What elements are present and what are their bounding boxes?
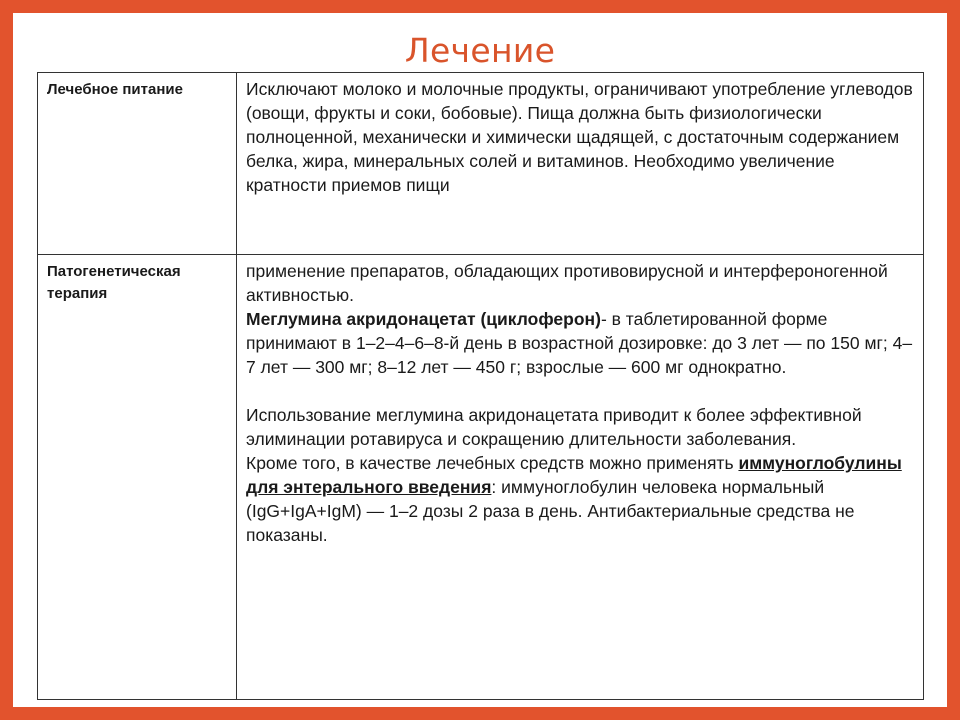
- rotavirus-elimination-text: Использование меглумина акридонацетата приводит к более эффективной элиминации ротавируса и сокращению длительности заболевания.: [246, 405, 862, 449]
- nutrition-description: [237, 73, 924, 255]
- cycloferon-dosage-text: - в таблетированной форме принимают в 1–2–4–6–8-й день в возрастной дозировке: до 3 лет — по 150 мг; 4–7 лет — 300 мг; 8–12 лет — 450 г; взрослые — 600 мг однократно.: [246, 309, 913, 377]
- therapy-description: [237, 255, 924, 700]
- cycloferon-paragraph: [246, 307, 913, 379]
- cycloferon-drug-name: Меглумина акридонацетат (циклоферон): [246, 309, 601, 329]
- immunoglobulin-heading: иммуноглобулины для энтерального введения: [246, 453, 902, 497]
- immunoglobulin-dosage-text: иммуноглобулин человека нормальный (IgG+IgA+IgM) — 1–2 дозы 2 раза в день. Антибактериальные средства не показаны.: [246, 477, 855, 545]
- slide: [13, 13, 947, 707]
- immunoglobulin-lead-text: Кроме того, в качестве лечебных средств можно применять: [246, 453, 734, 473]
- treatment-table: [37, 72, 924, 700]
- slide-title: Лечение: [404, 31, 556, 70]
- nutrition-label: Лечебное питание: [38, 73, 237, 255]
- therapy-label: Патогенетическая терапия: [38, 255, 237, 700]
- paragraph-spacer: [246, 379, 913, 403]
- table-row-therapy: [38, 255, 924, 700]
- table-row-nutrition: [38, 73, 924, 255]
- nutrition-text: Исключают молоко и молочные продукты, ограничивают употребление углеводов (овощи, фрукты и соки, бобовые). Пища должна быть физиологически полноценной, механически и химически щадящей, с достаточным содержанием белка, жира, минеральных солей и витаминов. Необходимо увеличение кратности приемов пищи: [246, 79, 913, 195]
- immunoglobulin-paragraph: [246, 451, 913, 547]
- immunoglobulin-colon: :: [491, 477, 497, 497]
- therapy-intro-text: применение препаратов, обладающих противовирусной и интерфероногенной активностью.: [246, 261, 888, 305]
